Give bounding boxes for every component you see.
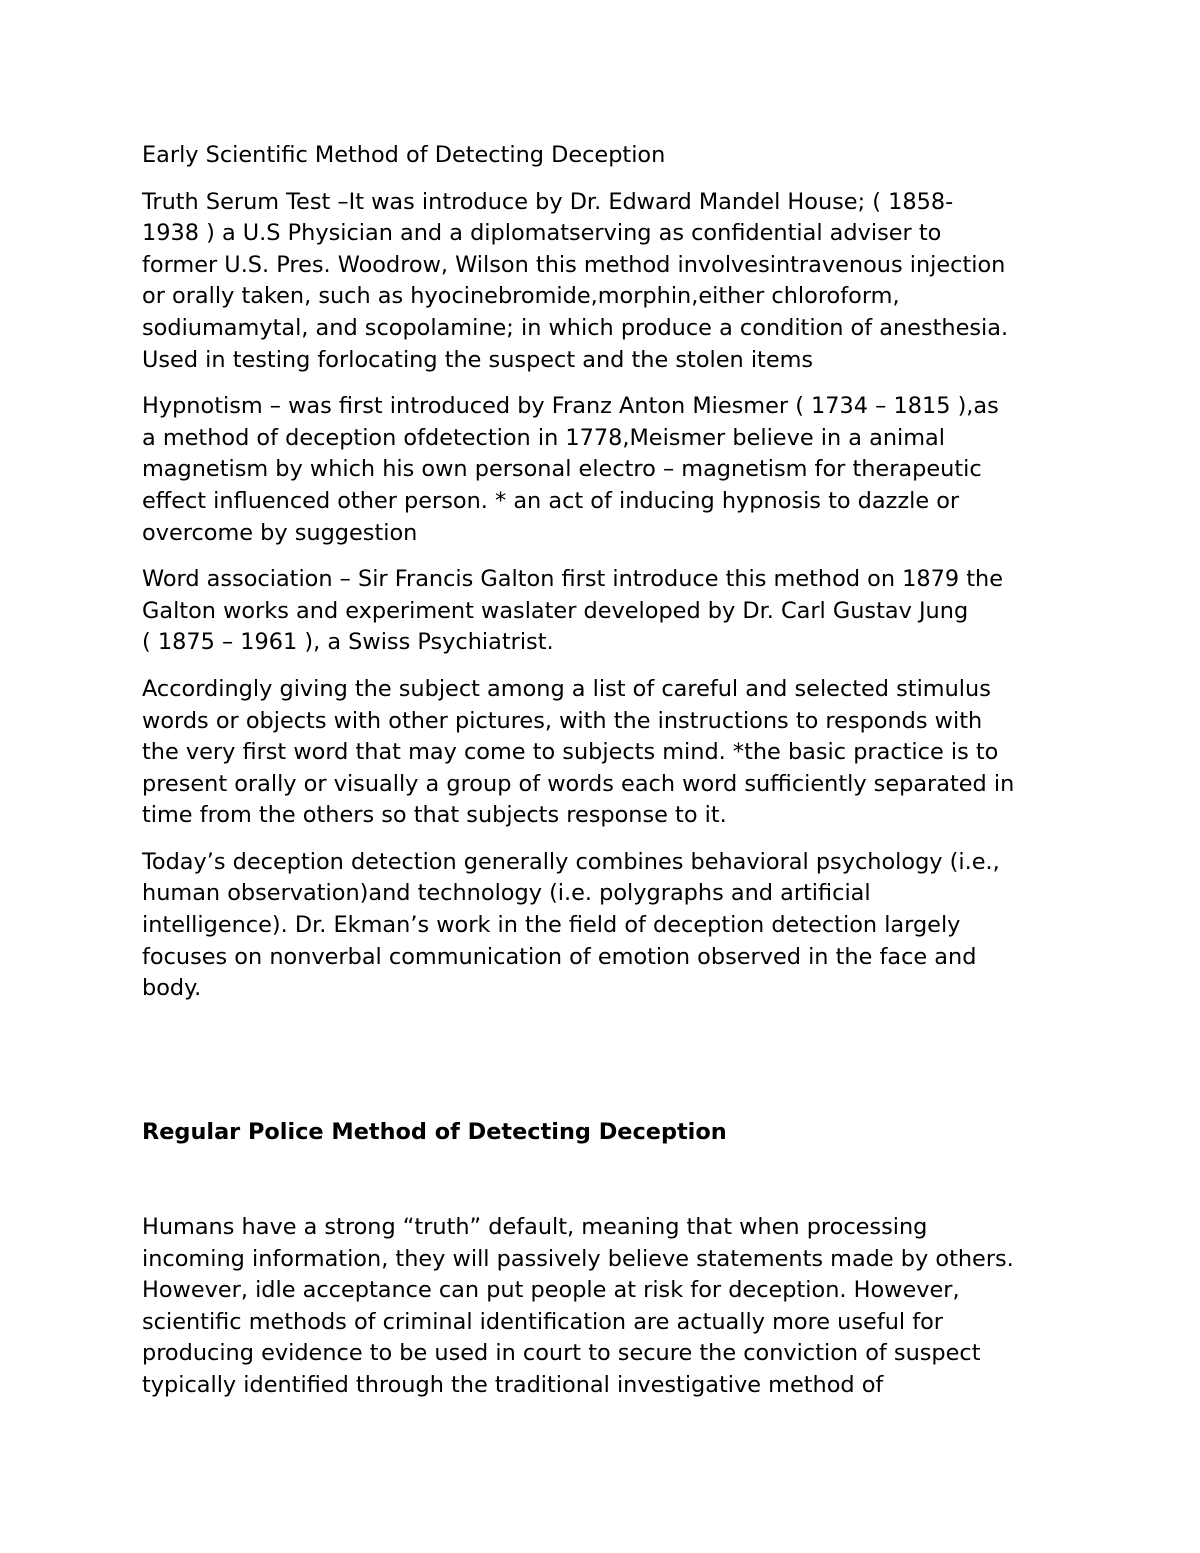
paragraph-line: scientific methods of criminal identification are actually more useful for <box>142 1308 944 1335</box>
paragraph-today <box>142 847 1077 1005</box>
paragraph-line: magnetism by which his own personal electro – magnetism for therapeutic <box>142 456 982 483</box>
paragraph-line: former U.S. Pres. Woodrow, Wilson this method involvesintravenous injection <box>142 251 1006 278</box>
paragraph-line: typically identified through the traditional investigative method of <box>142 1371 884 1398</box>
paragraph-line: Used in testing forlocating the suspect and the stolen items <box>142 346 814 373</box>
paragraph-line: However, idle acceptance can put people at risk for deception. However, <box>142 1277 960 1304</box>
paragraph-line: overcome by suggestion <box>142 519 418 546</box>
heading-text: Regular Police Method of Detecting Deception <box>142 1119 727 1145</box>
section-heading <box>142 1117 727 1149</box>
paragraph-line: incoming information, they will passively believe statements made by others. <box>142 1245 1014 1272</box>
paragraph-line: Truth Serum Test –It was introduce by Dr. Edward Mandel House; ( 1858- <box>142 188 954 215</box>
paragraph-line: or orally taken, such as hyocinebromide,morphin,either chloroform, <box>142 283 900 310</box>
document-body <box>142 140 1077 1398</box>
paragraph-line: effect influenced other person. * an act of inducing hypnosis to dazzle or <box>142 487 960 514</box>
paragraph-accordingly <box>142 674 1077 832</box>
paragraph-line: intelligence). Dr. Ekman’s work in the field of deception detection largely <box>142 912 961 939</box>
paragraph-humans <box>142 1212 1014 1402</box>
title-text: Early Scientific Method of Detecting Deception <box>142 142 666 168</box>
paragraph-line: body. <box>142 975 202 1002</box>
paragraph-line: Galton works and experiment waslater developed by Dr. Carl Gustav Jung <box>142 597 969 624</box>
paragraph-line: present orally or visually a group of words each word sufficiently separated in <box>142 770 1015 797</box>
paragraph-line: Word association – Sir Francis Galton first introduce this method on 1879 the <box>142 566 1003 593</box>
paragraph-line: time from the others so that subjects response to it. <box>142 802 727 829</box>
paragraph-hypnotism <box>142 391 1077 549</box>
paragraph-line: a method of deception ofdetection in 1778,Meismer believe in a animal <box>142 424 945 451</box>
paragraph-line: focuses on nonverbal communication of emotion observed in the face and <box>142 943 977 970</box>
paragraph-line: ( 1875 – 1961 ), a Swiss Psychiatrist. <box>142 629 554 656</box>
paragraph-line: words or objects with other pictures, with the instructions to responds with <box>142 707 983 734</box>
paragraph-line: Humans have a strong “truth” default, meaning that when processing <box>142 1214 928 1240</box>
paragraph-line: producing evidence to be used in court to secure the conviction of suspect <box>142 1340 981 1367</box>
paragraph-truth-serum <box>142 187 1077 377</box>
paragraph-line: sodiumamytal, and scopolamine; in which produce a condition of anesthesia. <box>142 314 1009 341</box>
section-title <box>142 140 1077 172</box>
paragraph-line: Today’s deception detection generally combines behavioral psychology (i.e., <box>142 848 1000 875</box>
paragraph-line: the very first word that may come to subjects mind. *the basic practice is to <box>142 739 999 766</box>
paragraph-word-association <box>142 564 1077 659</box>
paragraph-line: 1938 ) a U.S Physician and a diplomatserving as confidential adviser to <box>142 220 942 247</box>
paragraph-line: Hypnotism – was first introduced by Franz Anton Miesmer ( 1734 – 1815 ),as <box>142 393 999 420</box>
paragraph-line: human observation)and technology (i.e. polygraphs and artificial <box>142 880 871 907</box>
paragraph-line: Accordingly giving the subject among a list of careful and selected stimulus <box>142 675 991 702</box>
